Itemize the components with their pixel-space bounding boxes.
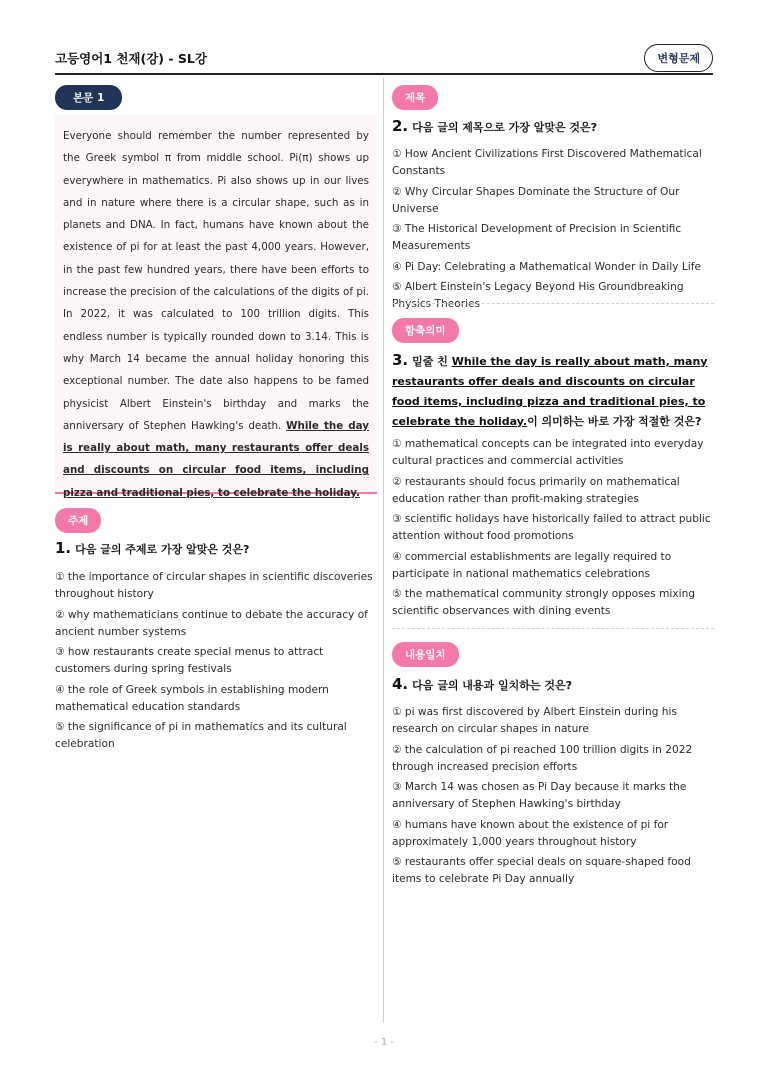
tag-topic: 주제 bbox=[55, 508, 101, 533]
option[interactable]: ③ March 14 was chosen as Pi Day because it marks the anniversary of Stephen Hawking's birthday bbox=[392, 781, 687, 810]
question-3-prompt-post: 이 의미하는 바로 가장 적절한 것은? bbox=[527, 415, 702, 428]
option[interactable]: ② why mathematicians continue to debate the accuracy of ancient number systems bbox=[55, 608, 368, 638]
option[interactable]: ③ how restaurants create special menus to attract customers during spring festivals bbox=[55, 646, 324, 675]
passage-body: Everyone should remember the number represented by the Greek symbol π from middle school. Pi(π) shows up everywhere in mathematics. Pi also shows up in our lives and in nature where there is a circular shape, such as in planets and DNA. In fact, humans have known about the existence of pi for at least the past 4,000 years. However, in the past few hundred years, there have been efforts to increase the precision of the calculations of the digits of pi. In 2022, it was calculated to 100 trillion digits. This endless number is typically rounded down to 3.14. This is why March 14 became the annual holiday honoring this exceptional number. The date also happens to be famed physicist Albert Einstein's birthday and marks the anniversary of Stephen Hawking's death. bbox=[63, 130, 369, 432]
option[interactable]: ⑤ Albert Einstein's Legacy Beyond His Groundbreaking Physics Theories bbox=[392, 281, 684, 310]
question-3-prompt-pre: 밑줄 친 bbox=[412, 355, 452, 368]
passage-label: 본문 1 bbox=[55, 85, 122, 110]
option[interactable]: ① the importance of circular shapes in scientific discoveries throughout history bbox=[55, 571, 373, 600]
tag-implication: 함축의미 bbox=[392, 318, 459, 343]
question-3-heading bbox=[392, 350, 714, 432]
option[interactable]: ④ commercial establishments are legally required to participate in national mathematics celebrations bbox=[392, 550, 672, 580]
option[interactable]: ⑤ restaurants offer special deals on square-shaped food items to celebrate Pi Day annually bbox=[392, 856, 691, 885]
section-divider bbox=[392, 628, 714, 629]
question-2-options bbox=[392, 146, 714, 317]
passage-text bbox=[63, 125, 369, 504]
question-2-number: 2. bbox=[392, 117, 409, 135]
option[interactable]: ⑤ the mathematical community strongly opposes mixing scientific observances with dining events bbox=[392, 588, 696, 617]
question-2-prompt: 다음 글의 제목으로 가장 알맞은 것은? bbox=[412, 121, 598, 134]
passage-box bbox=[55, 115, 377, 499]
option[interactable]: ② the calculation of pi reached 100 trillion digits in 2022 through increased precision efforts bbox=[392, 743, 693, 773]
passage-highlight: While the day is really about math, many restaurants offer deals and discounts on circular food items, including pizza and traditional pies, to celebrate the holiday. bbox=[63, 419, 369, 499]
question-3-number: 3. bbox=[392, 351, 409, 369]
document-title: 고등영어1 천재(강) - SL강 bbox=[55, 51, 207, 66]
page-number: - 1 - bbox=[374, 1037, 394, 1048]
option[interactable]: ⑤ the significance of pi in mathematics and its cultural celebration bbox=[55, 721, 347, 750]
option[interactable]: ① pi was first discovered by Albert Einstein during his research on circular shapes in nature bbox=[392, 706, 677, 735]
question-1-number: 1. bbox=[55, 539, 72, 557]
option[interactable]: ④ the role of Greek symbols in establishing modern mathematical education standards bbox=[55, 683, 329, 713]
question-3-options bbox=[392, 436, 714, 624]
question-4-options bbox=[392, 704, 714, 892]
section-divider bbox=[392, 303, 714, 304]
option[interactable]: ③ scientific holidays have historically failed to attract public attention without food promotions bbox=[392, 513, 711, 542]
question-4-heading bbox=[392, 674, 714, 696]
question-2-heading bbox=[392, 116, 714, 138]
option[interactable]: ③ The Historical Development of Precision in Scientific Measurements bbox=[392, 223, 682, 252]
option[interactable]: ② Why Circular Shapes Dominate the Structure of Our Universe bbox=[392, 185, 680, 215]
tag-title: 제목 bbox=[392, 85, 438, 110]
header-divider bbox=[55, 73, 713, 75]
question-4-prompt: 다음 글의 내용과 일치하는 것은? bbox=[412, 679, 572, 692]
option[interactable]: ① How Ancient Civilizations First Discovered Mathematical Constants bbox=[392, 148, 702, 177]
question-1-prompt: 다음 글의 주제로 가장 알맞은 것은? bbox=[75, 543, 250, 556]
question-type-badge: 변형문제 bbox=[644, 44, 713, 72]
option[interactable]: ④ Pi Day: Celebrating a Mathematical Wonder in Daily Life bbox=[392, 260, 701, 273]
question-4-number: 4. bbox=[392, 675, 409, 693]
column-divider bbox=[383, 78, 384, 1023]
page-header bbox=[55, 44, 713, 74]
option[interactable]: ① mathematical concepts can be integrated into everyday cultural practices and commercial activities bbox=[392, 438, 704, 467]
question-3-underlined-phrase: While the day is really about math, many restaurants offer deals and discounts on circular food items, including pizza and traditional pies, to celebrate the holiday. bbox=[392, 355, 708, 428]
question-1-heading bbox=[55, 538, 377, 560]
tag-content-match: 내용일치 bbox=[392, 642, 459, 667]
question-1-options bbox=[55, 569, 377, 757]
option[interactable]: ② restaurants should focus primarily on mathematical education rather than profit-making strategies bbox=[392, 475, 680, 505]
option[interactable]: ④ humans have known about the existence of pi for approximately 1,000 years throughout history bbox=[392, 818, 669, 848]
